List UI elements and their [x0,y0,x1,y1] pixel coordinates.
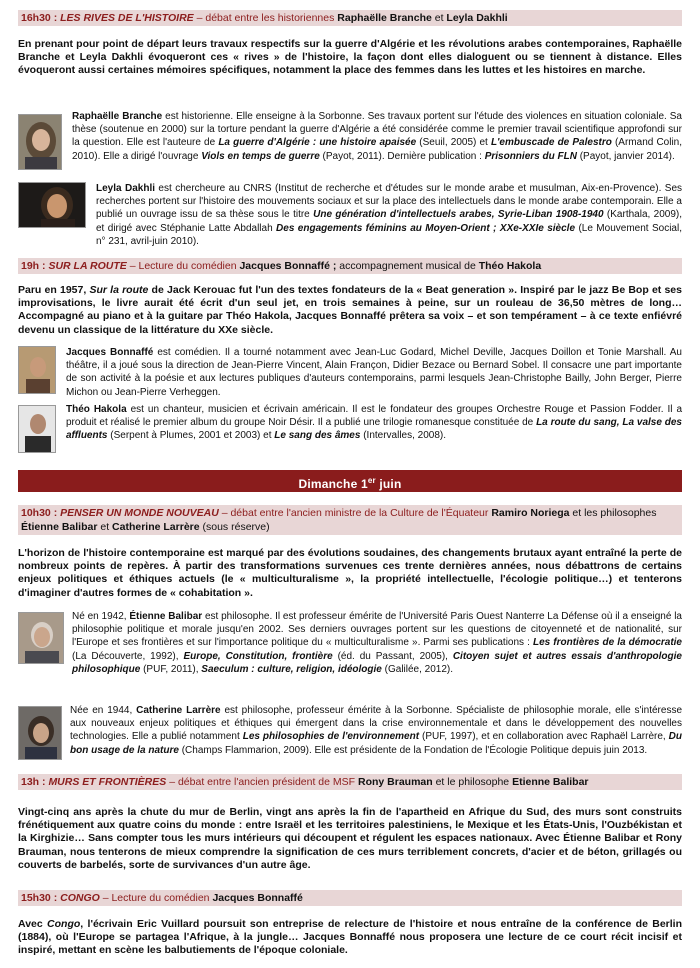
session-desc: – débat entre les historiennes [193,12,338,24]
book-title: Les philosophies de l'environnement [242,731,420,743]
session-time: 15h30 : [21,892,61,904]
speaker-name: Ramiro Noriega [491,507,570,519]
book-title: Congo [47,918,81,930]
session-title: LES RIVES DE L'HISTOIRE [60,12,194,24]
book-title: Le sang des âmes [274,430,361,442]
portrait-catherine-larrere [18,706,62,760]
session-desc: – Lecture du comédien [126,260,240,272]
portrait-raphaelle-branche [18,114,62,170]
book-title: Viols en temps de guerre [201,150,320,162]
portrait-image [19,183,86,228]
speaker-name: Etienne Balibar [512,776,589,788]
bio-name: Théo Hakola [66,404,127,415]
session-title: SUR LA ROUTE [48,260,127,272]
portrait-image [19,347,56,394]
book-title: Sur la route [89,284,149,296]
portrait-image [19,613,64,664]
speaker-name: Raphaëlle Branche [337,12,432,24]
speaker-name: Étienne Balibar [21,521,98,533]
session-intro: Avec Congo, l'écrivain Eric Vuillard poursuit son entreprise de relecture de l'histoire et nous entraîne de la conférence de Berlin (1884), où l'Europe se partagea l'Afrique, à la jungle… Jacques Bonnaffé nous proposera une lecture de ce court récit incisif et inspiré, mettant en scène les balbutiements de l'époque coloniale. [18,918,682,957]
speaker-name: Leyla Dakhli [446,12,508,24]
book-title: Saeculum : culture, religion, idéologie [201,663,382,675]
session-header-monde-nouveau: 10h30 : PENSER UN MONDE NOUVEAU – débat entre l'ancien ministre de la Culture de l'Équateur Ramiro Noriega et les philosophes Étienne Balibar et Catherine Larrère (sous réserve) [18,505,682,535]
book-title: Europe, Constitution, frontière [183,650,333,662]
book-title: Une génération d'intellectuels arabes, Syrie-Liban 1908-1940 [313,209,604,221]
bio-name: Catherine Larrère [136,705,221,716]
portrait-leyla-dakhli [18,182,86,228]
day-banner: Dimanche 1er juin [18,470,682,492]
bio-name: Leyla Dakhli [96,183,156,194]
book-title: L'embuscade de Palestro [490,137,612,149]
session-header-congo [18,890,682,906]
bio-name: Raphaëlle Branche [72,111,163,122]
bio-leyla-dakhli: Leyla Dakhli est chercheure au CNRS (Institut de recherche et d'études sur le monde arabe et musulman, Aix-en-Provence). Ses recherches portent sur l'histoire des mouvements sociaux et sur la place des intellectuels dans le monde arabe contemporain. Elle a publié un ouvrage issu de sa thèse sous le titre Une génération d'intellectuels arabes, Syrie-Liban 1908-1940 (Karthala, 2009), et dirigé avec Stéphanie Latte Abdallah Des engagements féminins au Moyen-Orient ; XXe-XXIe siècle (Le Mouvement Social, n° 231, avril-juin 2010). [96,183,683,247]
bio-jacques-bonnaffe: Jacques Bonnaffé est comédien. Il a tourné notamment avec Jean-Luc Godard, Michel Deville, Jacques Doillon et Tonie Marshall. Au théâtre, il a joué sous la direction de Jean-Pierre Vincent, Alain Françon, Didier Bezace ou Bernard Sobel. Il consacre une part importante de son activité à la poésie et aux lectures publiques d'auteurs contemporains, parmi lesquels Jean-Christophe Bailly, John Berger, Pierre Michon ou Jean-Pierre Verheggen. [66,347,682,398]
session-title: CONGO [60,892,100,904]
portrait-image [19,406,56,453]
session-desc: – débat entre l'ancien ministre de la Culture de l'Équateur [218,507,492,519]
speaker-name: Théo Hakola [478,260,542,272]
book-title: Citoyen sujet et autres essais d'anthropologie philosophique [72,650,682,675]
book-title: Des engagements féminins au Moyen-Orient ; XXe-XXIe siècle [276,222,576,234]
day-label: Dimanche 1 [298,477,368,491]
bio-raphaelle-branche: Raphaëlle Branche est historienne. Elle enseigne à la Sorbonne. Ses travaux portent sur l'étude des violences en situation coloniale. Sa thèse (soutenue en 2000) sur la torture pendant la guerre d'Algérie a été considérée comme le premier travail scientifique approfondi sur la question. Elle est l'auteure de La guerre d'Algérie : une histoire apaisée (Seuil, 2005) et L'embuscade de Palestro (Armand Colin, 2010). Elle a dirigé l'ouvrage Viols en temps de guerre (Payot, 2011). Dernière publication : Prisonniers du FLN (Payot, janvier 2014). [72,111,683,162]
bio-name: Jacques Bonnaffé [66,347,154,358]
session-header-rives: 16h30 : LES RIVES DE L'HISTOIRE – débat entre les historiennes Raphaëlle Branche et Leyla Dakhli [18,10,682,26]
book-title: Les frontières de la démocratie [532,637,682,649]
session-title: PENSER UN MONDE NOUVEAU [60,507,219,519]
session-time: 10h30 : [21,507,61,519]
session-intro: En prenant pour point de départ leurs travaux respectifs sur la guerre d'Algérie et les révolutions arabes contemporaines, Raphaëlle Branche et Leyla Dakhli évoqueront ces « rives » de l'histoire, la façon dont elles dialoguent ou se tiennent à distance. Elles évoqueront aussi certaines mémoires spécifiques, notamment la place des femmes dans les luttes et les histoires en marche. [18,38,682,77]
portrait-etienne-balibar [18,612,64,664]
session-time: 13h : [21,776,49,788]
session-intro: Paru en 1957, Sur la route de Jack Kerouac fut l'un des textes fondateurs de la « Beat generation ». Inspiré par le jazz Be Bop et ses improvisations, le livre aurait été écrit d'un seul jet, en trois semaines à peine, sur un rouleau de 36,50 mètres de long… Accompagné au piano et à la guitare par Théo Hakola, Jacques Bonnaffé prêtera sa voix – et son tempérament – à ce texte enfiévré devenu un classique de la littérature du XXe siècle. [18,284,682,336]
session-desc: – débat entre l'ancien président de MSF [166,776,358,788]
speaker-name: Rony Brauman [357,776,433,788]
book-title: Du bon usage de la nature [70,731,682,756]
portrait-image [19,115,62,170]
book-title: La route du sang, La valse des affluents [66,417,682,442]
session-desc: – Lecture du comédien [99,892,213,904]
session-header-murs: 13h : MURS ET FRONTIÈRES – débat entre l'ancien président de MSF Rony Brauman et le philosophe Etienne Balibar [18,774,682,790]
session-header-route: 19h : SUR LA ROUTE – Lecture du comédien Jacques Bonnaffé ; accompagnement musical de Théo Hakola [18,258,682,274]
session-time: 16h30 : [21,12,61,24]
session-intro: Vingt-cinq ans après la chute du mur de Berlin, vingt ans après la fin de l'apartheid en Afrique du Sud, des murs sont construits frénétiquement aux quatre coins du monde : entre Israël et les territoires palestiniens, le Mexique et les États-Unis, l'Ouzbékistan et la Kirghizie… Sans compter tous les murs intérieurs qui découpent et régulent les espaces nationaux. Avec Étienne Balibar et Rony Brauman, nous tenterons de mieux comprendre la signification de ces murs terriblement concrets, d'acier et de béton, grillagés ou couverts de barbelés, sorte de survivances d'un autre âge. [18,806,682,871]
speaker-name: Jacques Bonnaffé [212,892,303,904]
speaker-name: Jacques Bonnaffé ; [239,260,337,272]
bio-name: Étienne Balibar [129,611,203,622]
speaker-name: Catherine Larrère [112,521,200,533]
session-title: MURS ET FRONTIÈRES [48,776,167,788]
bio-etienne-balibar: Né en 1942, Étienne Balibar est philosophe. Il est professeur émérite de l'Université Paris Ouest Nanterre La Défense où il a enseigné la philosophie politique et morale jusqu'en 2002. Ses derniers ouvrages portent sur les questions de citoyenneté et de nationalité, sur l'Europe et ses frontières et sur l'importance politique du « multiculturalisme ». Parmi ses publications : Les frontières de la démocratie (La Découverte, 1992), Europe, Constitution, frontière (éd. du Passant, 2005), Citoyen sujet et autres essais d'anthropologie philosophique (PUF, 2011), Saeculum : culture, religion, idéologie (Galilée, 2012). [72,611,682,675]
portrait-image [19,707,62,760]
session-time: 19h : [21,260,49,272]
portrait-theo-hakola [18,405,56,453]
bio-theo-hakola: Théo Hakola est un chanteur, musicien et écrivain américain. Il est le fondateur des groupes Orchestre Rouge et Passion Fodder. Il a produit et réalisé le premier album du groupe Noir Désir. Il a publié une trilogie romanesque constituée de La route du sang, La valse des affluents (Serpent à Plumes, 2001 et 2003) et Le sang des âmes (Intervalles, 2008). [66,404,683,442]
session-intro: L'horizon de l'histoire contemporaine est marqué par des évolutions soudaines, des changements brutaux ayant entraîné la perte de nombreux points de repères. À partir des transformations survenues ces trente dernières années, nous débattrons de certains enjeux politiques et éthiques actuels (le « multiculturalisme », la propriété intellectuelle, l'écologie politique…) et tenterons d'imaginer d'autres formes de « cohabitation ». [18,547,682,599]
book-title: Prisonniers du FLN [484,150,577,162]
book-title: La guerre d'Algérie : une histoire apaisée [218,137,417,149]
bio-catherine-larrere: Née en 1944, Catherine Larrère est philosophe, professeur émérite à la Sorbonne. Spécialiste de philosophie morale, elle s'intéresse aux nouveaux enjeux politiques et éthiques qui émergent dans la crise environnementale et dans le développement des nouvelles technologies. Elle a publié notamment Les philosophies de l'environnement (PUF, 1997), et en collaboration avec Raphaël Larrère, Du bon usage de la nature (Champs Flammarion, 2009). Elle est présidente de la Fondation de l'Écologie Politique depuis juin 2013. [70,705,683,756]
portrait-jacques-bonnaffe [18,346,56,394]
